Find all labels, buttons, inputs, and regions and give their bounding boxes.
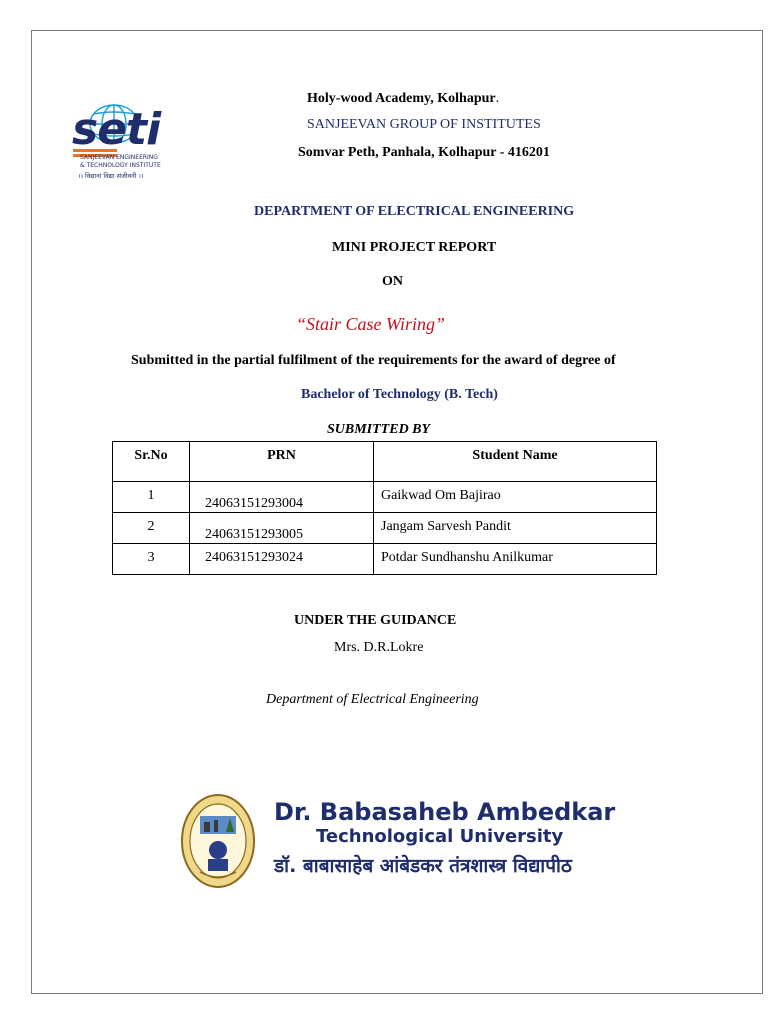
header-prn: PRN: [190, 442, 374, 482]
department-heading: DEPARTMENT OF ELECTRICAL ENGINEERING: [254, 204, 575, 219]
table-header-row: [113, 442, 657, 482]
on-label: ON: [382, 274, 403, 289]
university-name-line2: Technological University: [316, 826, 564, 847]
header-srno: Sr.No: [113, 442, 190, 482]
students-table: [112, 441, 657, 575]
cell-srno: 1: [113, 482, 190, 513]
cell-student-name: Gaikwad Om Bajirao: [374, 482, 657, 513]
institute-address: Somvar Peth, Panhala, Kolhapur - 416201: [298, 145, 550, 160]
cell-prn: 24063151293024: [190, 544, 374, 575]
guidance-heading: UNDER THE GUIDANCE: [294, 613, 457, 628]
academy-suffix: .: [495, 91, 500, 106]
seti-line1: SANJEEVAN ENGINEERING: [80, 154, 158, 161]
university-name-marathi: डॉ. बाबासाहेब आंबेडकर तंत्रशास्त्र विद्यापीठ: [274, 855, 572, 877]
seti-line2: & TECHNOLOGY INSTITUTE: [80, 162, 161, 169]
academy-line: [307, 91, 499, 107]
cell-student-name: Potdar Sundhanshu Anilkumar: [374, 544, 657, 575]
group-name: SANJEEVAN GROUP OF INSTITUTES: [307, 117, 541, 132]
submitted-by-heading: SUBMITTED BY: [327, 422, 431, 437]
table-row: [113, 544, 657, 575]
report-type: MINI PROJECT REPORT: [332, 240, 497, 255]
guidance-department: Department of Electrical Engineering: [266, 692, 479, 707]
cell-prn: 24063151293004: [190, 482, 374, 513]
header-student-name: Student Name: [374, 442, 657, 482]
cell-prn: 24063151293005: [190, 513, 374, 544]
university-name-line1: Dr. Babasaheb Ambedkar: [274, 798, 616, 826]
cell-student-name: Jangam Sarvesh Pandit: [374, 513, 657, 544]
submission-text: Submitted in the partial fulfilment of the requirements for the award of degree of: [131, 353, 616, 368]
project-title: “Stair Case Wiring”: [296, 314, 446, 334]
cell-srno: 2: [113, 513, 190, 544]
cell-srno: 3: [113, 544, 190, 575]
table-row: [113, 513, 657, 544]
academy-name: Holy-wood Academy, Kolhapur: [307, 91, 496, 106]
seti-wordmark: seti: [72, 104, 161, 155]
university-seal-icon: [178, 792, 258, 890]
guide-name: Mrs. D.R.Lokre: [334, 640, 424, 655]
seti-motto: ।। विद्यानां विद्या संजीवनी ।।: [78, 172, 144, 180]
table-row: [113, 482, 657, 513]
seti-logo: [70, 100, 194, 182]
university-logo: [178, 792, 616, 890]
degree-name: Bachelor of Technology (B. Tech): [301, 387, 498, 402]
